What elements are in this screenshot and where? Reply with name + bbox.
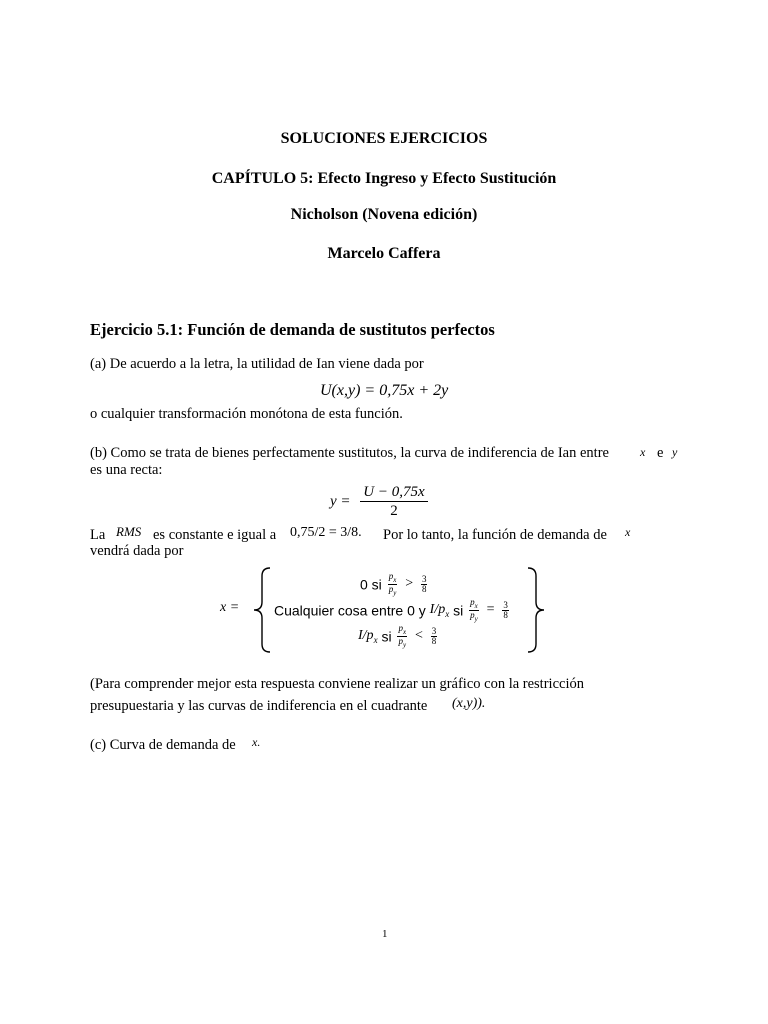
rms-var-x: x <box>625 525 631 539</box>
row3-threshold <box>431 627 438 646</box>
row2-threshold-num: 3 <box>503 599 508 610</box>
row3-income-ratio-sub: x <box>373 634 378 645</box>
rms-pre: La <box>90 527 106 543</box>
part-b-var-y: y <box>672 445 678 459</box>
piecewise-row1 <box>360 572 427 597</box>
piecewise-lhs: x = <box>220 600 240 615</box>
note-quadrant: (x,y)). <box>452 696 486 711</box>
rms-mid: es constante e igual a <box>153 527 277 543</box>
row3-si: si <box>381 628 392 645</box>
note-line1: (Para comprender mejor esta respuesta conviene realizar un gráfico con la restricción <box>90 676 584 692</box>
equation-fraction <box>360 485 427 519</box>
row1-price-ratio <box>388 572 398 597</box>
part-b-line4: vendrá dada por <box>90 543 184 559</box>
part-b-line1-text: (b) Como se trata de bienes perfectamente sustitutos, la curva de indiferencia de Ian entre <box>90 445 609 461</box>
row1-py <box>388 585 398 597</box>
part-b-line1 <box>90 445 609 462</box>
row1-py-p: p <box>388 583 394 594</box>
right-brace <box>524 566 548 654</box>
part-b-conj: e <box>657 445 664 461</box>
row3-py-sub: y <box>402 640 407 649</box>
row2-py <box>469 611 479 623</box>
piecewise-row2 <box>274 598 509 623</box>
row2-income-ratio <box>430 602 450 617</box>
row3-income-ratio-text: I/p <box>358 627 374 643</box>
part-a-followup: o cualquier transformación monótona de esta función. <box>90 406 403 422</box>
chapter-title: CAPÍTULO 5: Efecto Ingreso y Efecto Sustitución <box>211 170 557 187</box>
rms-value: 0,75/2 = 3/8. <box>290 525 362 540</box>
row2-income-ratio-sub: x <box>445 608 450 619</box>
row1-py-sub: y <box>393 588 397 597</box>
author-name: Marcelo Caffera <box>327 245 441 262</box>
row2-py-sub: y <box>474 614 478 623</box>
row2-income-ratio-text: I/p <box>429 601 446 617</box>
rms-post: Por lo tanto, la función de demanda de <box>383 527 607 543</box>
row1-threshold <box>421 575 428 594</box>
row2-threshold-den: 8 <box>503 609 508 620</box>
row2-px-sub: x <box>474 601 478 610</box>
rms-symbol: RMS <box>116 524 142 539</box>
part-b-var-x: x <box>640 445 646 459</box>
row3-threshold-den: 8 <box>431 635 437 646</box>
row3-op: < <box>414 628 423 644</box>
document-title: SOLUCIONES EJERCICIOS <box>280 130 488 147</box>
book-title: Nicholson (Novena edición) <box>290 206 478 223</box>
page-number: 1 <box>382 928 388 940</box>
row3-income-ratio <box>358 628 378 643</box>
row2-py-p: p <box>470 609 475 620</box>
exercise-heading: Ejercicio 5.1: Función de demanda de sustitutos perfectos <box>90 320 495 339</box>
utility-formula <box>320 382 448 400</box>
row2-op: = <box>486 602 495 618</box>
row1-condition-text: 0 si <box>360 576 382 593</box>
row3-py <box>397 637 407 649</box>
utility-formula-text: U(x,y) = 0,75x + 2y <box>320 382 449 399</box>
equation-lhs: y = <box>330 493 351 510</box>
row2-si: si <box>453 602 464 619</box>
row1-op: > <box>405 576 414 592</box>
indifference-equation <box>330 485 428 519</box>
row1-px-p: p <box>388 571 394 581</box>
row2-px-p: p <box>470 597 475 607</box>
part-c-text: (c) Curva de demanda de <box>90 737 236 753</box>
equation-denominator: 2 <box>390 503 398 519</box>
note-line2: presupuestaria y las curvas de indiferencia en el cuadrante <box>90 698 428 714</box>
row3-px-p: p <box>398 623 403 633</box>
row1-threshold-den: 8 <box>421 583 427 594</box>
row3-px-sub: x <box>402 627 407 636</box>
row2-threshold <box>502 601 509 620</box>
row1-threshold-num: 3 <box>421 573 427 584</box>
row3-py-p: p <box>398 635 403 646</box>
row2-price-ratio <box>469 598 479 623</box>
left-brace <box>250 566 274 654</box>
row3-threshold-num: 3 <box>431 625 437 636</box>
row3-price-ratio <box>397 624 407 649</box>
part-b-line2: es una recta: <box>90 462 163 478</box>
equation-numerator: U − 0,75x <box>360 485 427 502</box>
row2-condition-text: Cualquier cosa entre 0 y <box>274 602 426 619</box>
row1-px-sub: x <box>393 575 397 584</box>
part-c-var: x. <box>252 735 261 749</box>
part-a-text: (a) De acuerdo a la letra, la utilidad de Ian viene dada por <box>90 356 424 372</box>
piecewise-row3 <box>358 624 437 649</box>
